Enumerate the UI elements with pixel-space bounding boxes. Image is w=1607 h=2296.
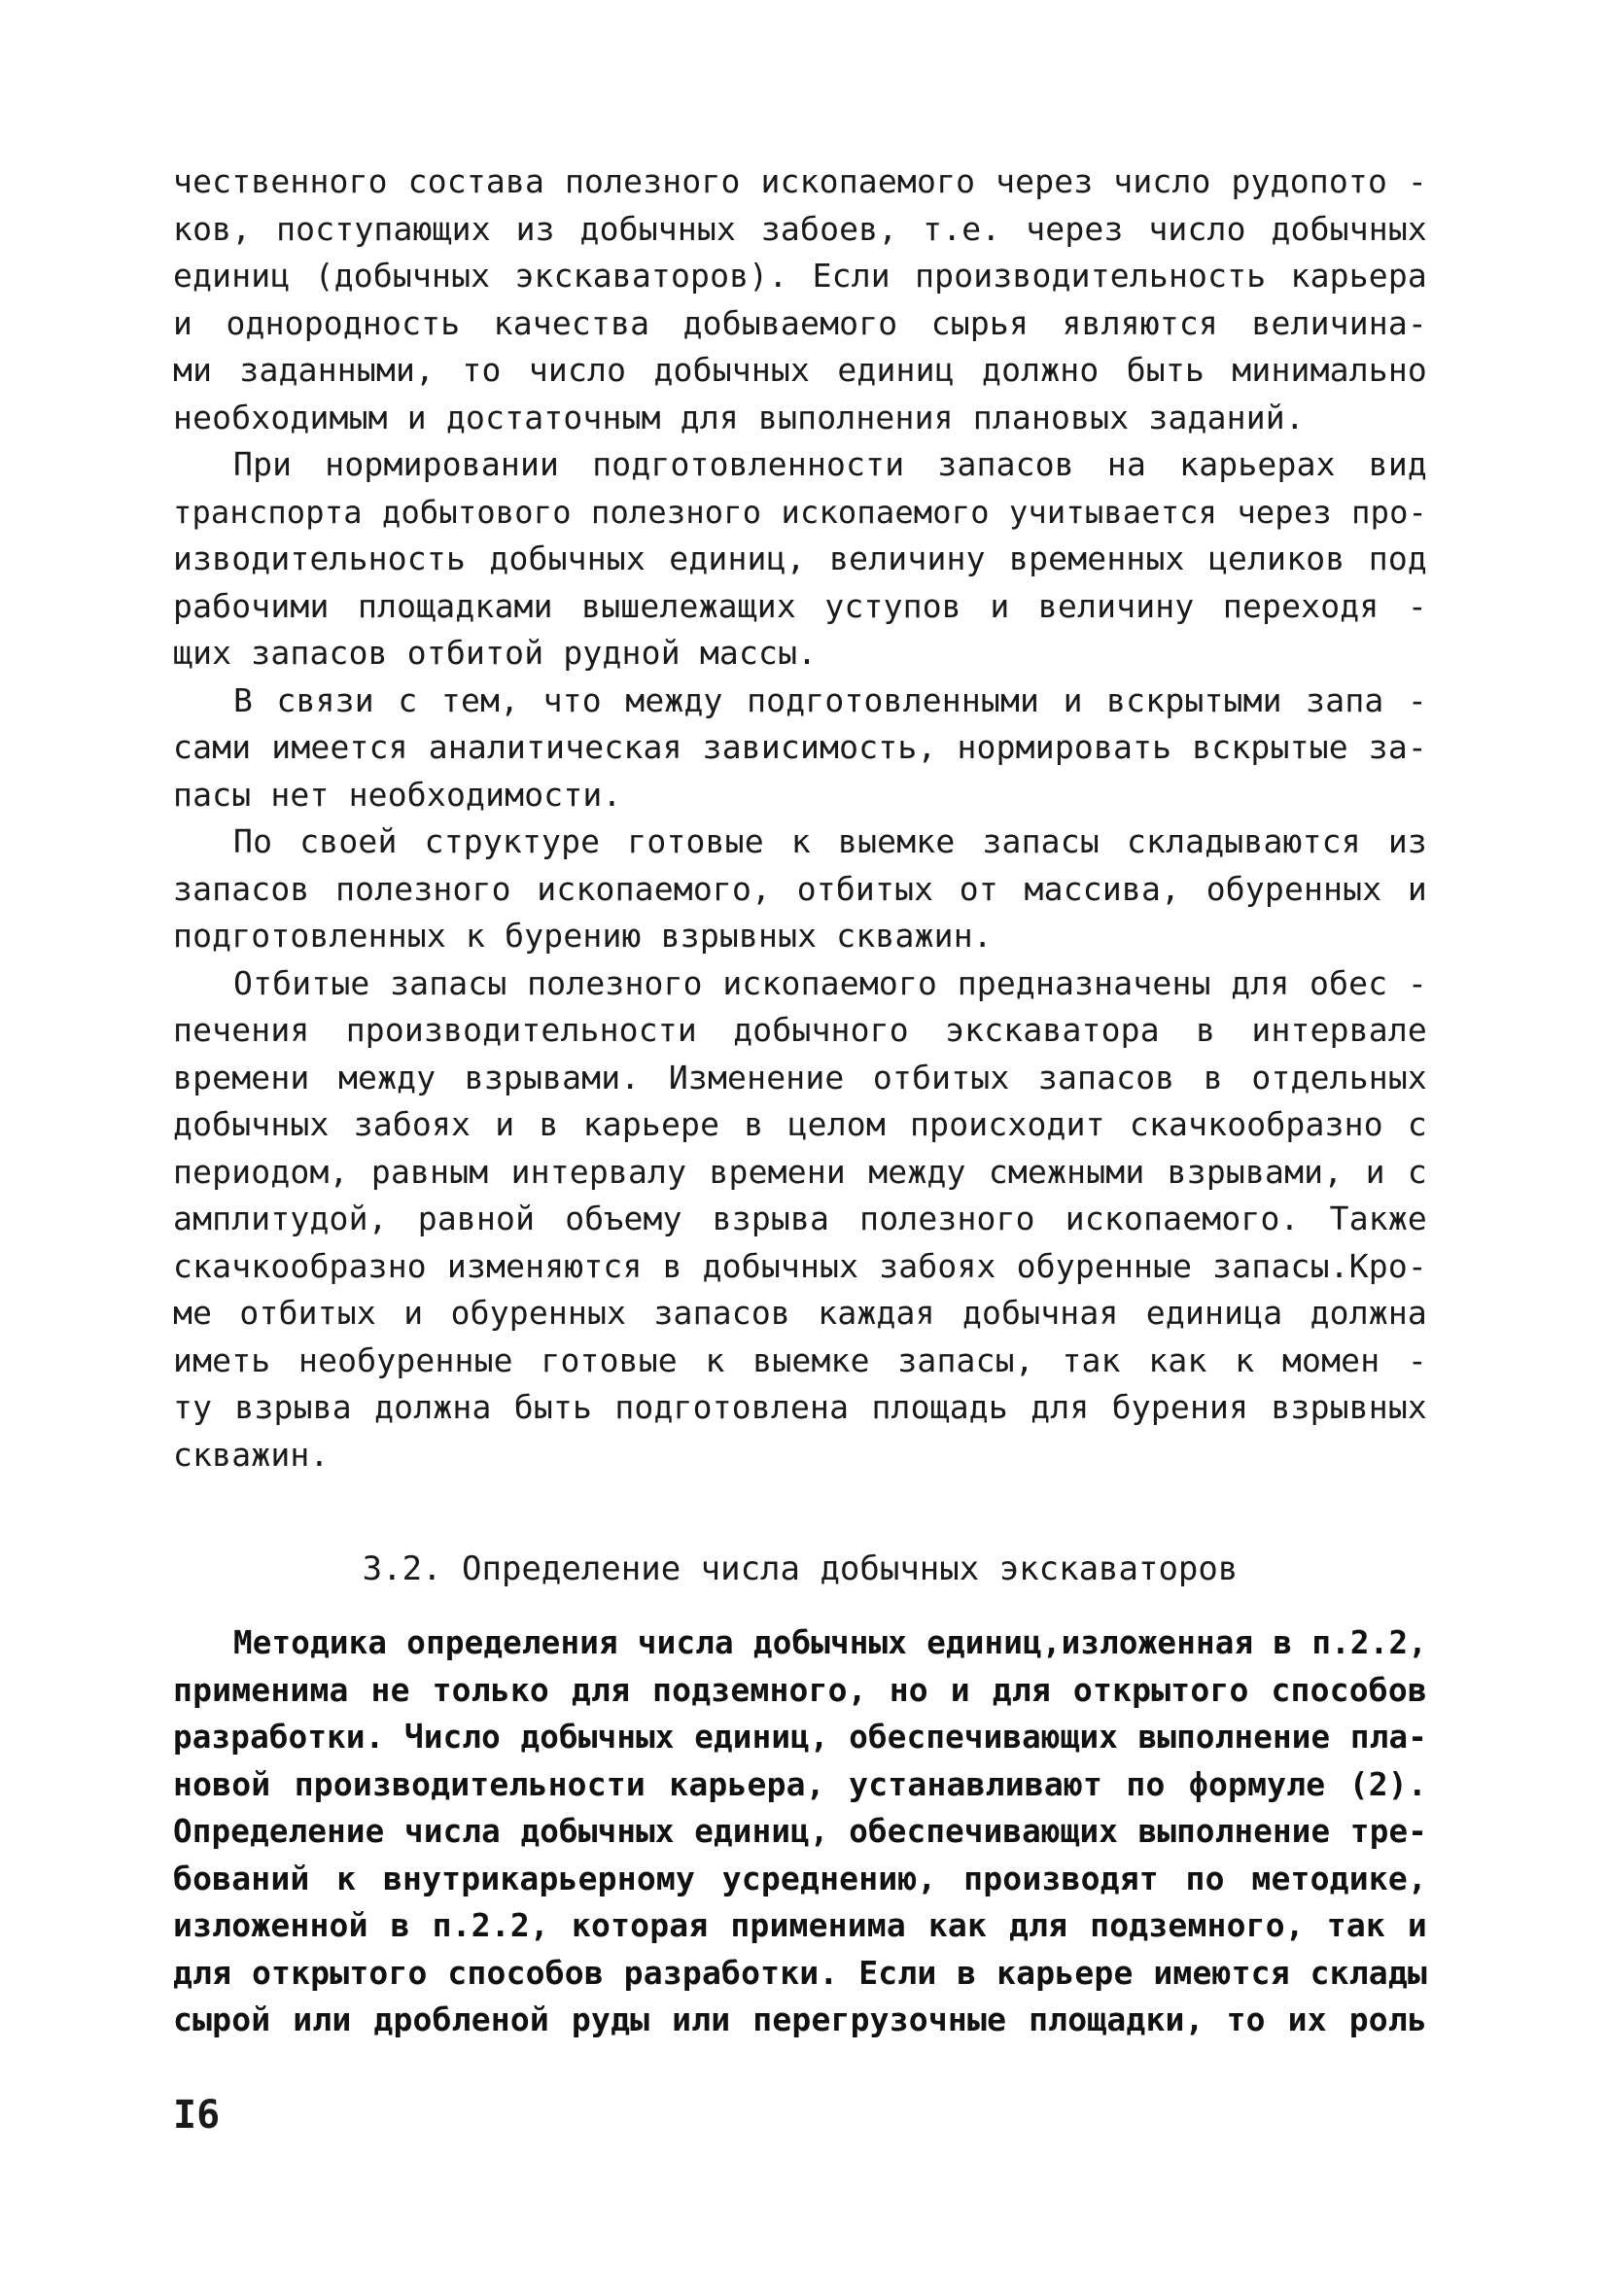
text-line: бований к внутрикарьерному усреднению, производят по методике, — [173, 1859, 1427, 1897]
text-line: единиц (добычных экскаваторов). Если производительность карьера — [173, 257, 1427, 295]
text-line: для открытого способов разработки. Если в карьере имеются склады — [173, 1953, 1427, 1992]
text-line: чественного состава полезного ископаемого через число рудопото - — [173, 162, 1427, 200]
text-line: новой производительности карьера, устанавливают по формуле (2). — [173, 1764, 1427, 1803]
text-line: Определение числа добычных единиц, обеспечивающих выполнение тре- — [173, 1813, 1427, 1850]
text-line: времени между взрывами. Изменение отбитых запасов в отдельных — [173, 1058, 1427, 1096]
text-line: скачкообразно изменяются в добычных забоях обуренные запасы.Кро- — [173, 1246, 1427, 1285]
text-line: применима не только для подземного, но и для открытого способов — [173, 1670, 1427, 1709]
text-line: ми заданными, то число добычных единиц должно быть минимально — [173, 351, 1427, 389]
text-line: необходимым и достаточным для выполнения плановых заданий. — [173, 398, 1305, 436]
text-line: и однородность качества добываемого сырья являются величина- — [173, 303, 1427, 342]
text-line: скважин. — [173, 1435, 330, 1474]
text-line: пасы нет необходимости. — [173, 775, 622, 814]
section-heading: 3.2. Определение числа добычных экскаваторов — [362, 1549, 1239, 1588]
text-line: ме отбитых и обуренных запасов каждая добычная единица должна — [173, 1294, 1427, 1332]
text-line: ту взрыва должна быть подготовлена площадь для бурения взрывных — [173, 1388, 1427, 1426]
page-number: I6 — [173, 2093, 221, 2138]
text-line: ков, поступающих из добычных забоев, т.е. через число добычных — [173, 209, 1427, 248]
text-line: щих запасов отбитой рудной массы. — [173, 634, 818, 672]
text-line: разработки. Число добычных единиц, обеспечивающих выполнение пла- — [173, 1719, 1427, 1756]
text-line: периодом, равным интервалу времени между смежными взрывами, и с — [173, 1152, 1427, 1191]
text-line: иметь необуренные готовые к выемке запасы, так как к момен - — [173, 1340, 1427, 1379]
text-line: Отбитые запасы полезного ископаемого предназначены для обес - — [233, 963, 1427, 1002]
text-line: амплитудой, равной объему взрыва полезного ископаемого. Также — [173, 1200, 1427, 1237]
text-line: печения производительности добычного экскаватора в интервале — [173, 1011, 1427, 1049]
text-block-1 — [173, 158, 1427, 1478]
text-line: запасов полезного ископаемого, отбитых от массива, обуренных и — [173, 869, 1427, 908]
text-line: сами имеется аналитическая зависимость, нормировать вскрытые за- — [173, 728, 1427, 766]
text-line: сырой или дробленой руды или перегрузочные площадки, то их роль — [173, 2000, 1427, 2038]
text-line: При нормировании подготовленности запасов на карьерах вид — [233, 445, 1427, 483]
text-line: В связи с тем, что между подготовленными и вскрытыми запа - — [233, 680, 1427, 719]
text-block-2 — [173, 1619, 1427, 2044]
text-line: По своей структуре готовые к выемке запасы складываются из — [233, 822, 1427, 860]
text-line: изложенной в п.2.2, которая применима как для подземного, так и — [173, 1906, 1427, 1944]
text-line: транспорта добытового полезного ископаемого учитывается через про- — [173, 493, 1427, 531]
text-line: изводительность добычных единиц, величину временных целиков под — [173, 539, 1427, 577]
text-line: рабочими площадками вышележащих уступов и величину переходя - — [173, 586, 1427, 625]
text-line: подготовленных к бурению взрывных скважин. — [173, 917, 993, 955]
text-line: добычных забоях и в карьере в целом происходит скачкообразно с — [173, 1105, 1427, 1143]
text-line: Методика определения числа добычных единиц,изложенная в п.2.2, — [233, 1624, 1427, 1661]
